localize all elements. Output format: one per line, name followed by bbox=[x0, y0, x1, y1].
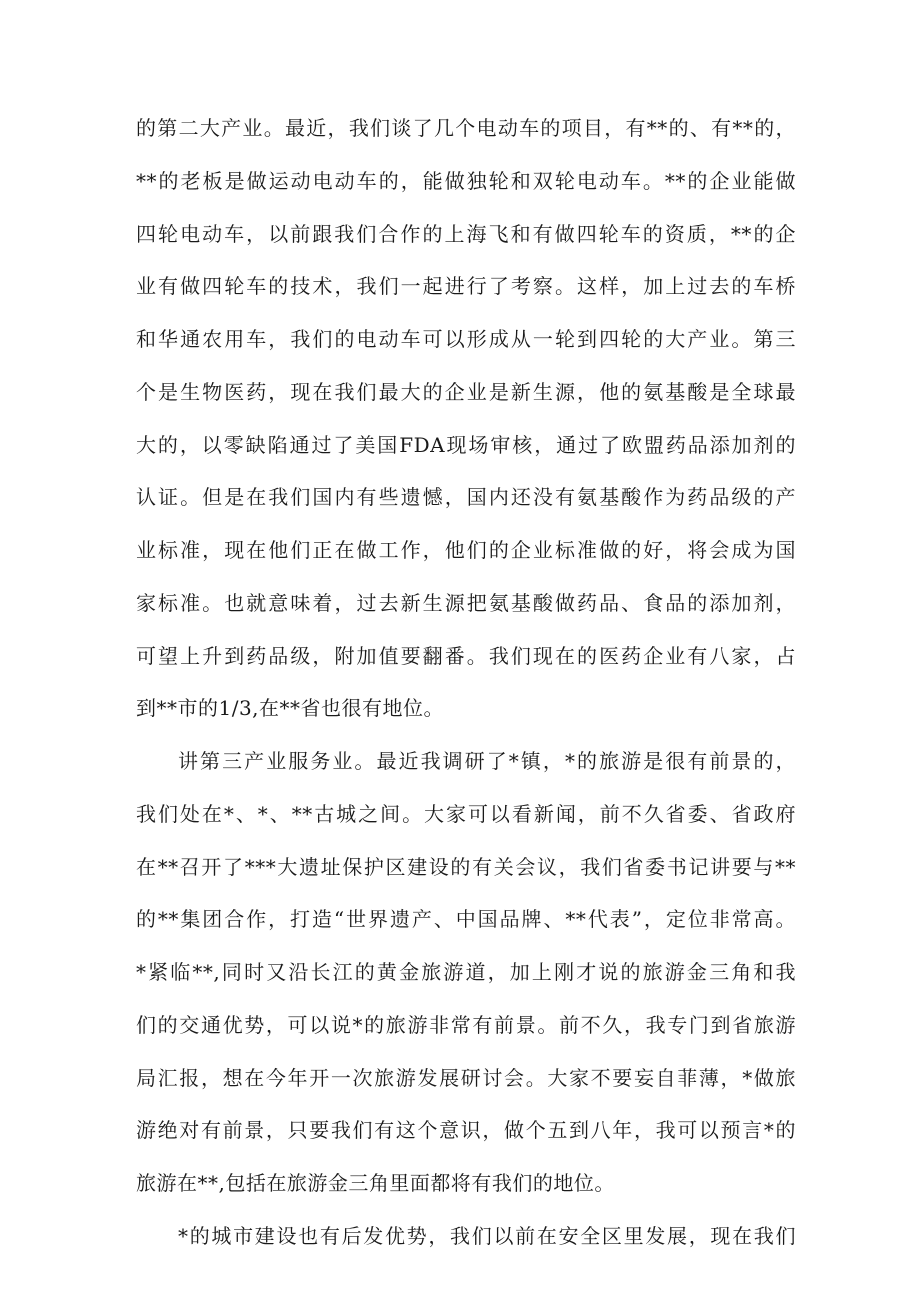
paragraph-3-line-1: *的城市建设也有后发优势，我们以前在安全区里发展，现在我们 bbox=[178, 1224, 796, 1248]
paragraph-1-line-10: 家标准。也就意味着，过去新生源把氨基酸做药品、食品的添加剂， bbox=[136, 591, 796, 615]
paragraph-1-line-7: 大的，以零缺陷通过了美国FDA现场审核，通过了欧盟药品添加剂的 bbox=[136, 433, 796, 457]
paragraph-1-line-2: **的老板是做运动电动车的，能做独轮和双轮电动车。**的企业能做 bbox=[136, 169, 796, 193]
paragraph-2-line-4: 的**集团合作，打造“世界遗产、中国品牌、**代表”，定位非常高。 bbox=[136, 907, 796, 931]
paragraph-2-line-7: 局汇报，想在今年开一次旅游发展研讨会。大家不要妄自菲薄，*做旅 bbox=[136, 1066, 796, 1090]
paragraph-1-line-6: 个是生物医药，现在我们最大的企业是新生源，他的氨基酸是全球最 bbox=[136, 380, 796, 404]
paragraph-1-line-5: 和华通农用车，我们的电动车可以形成从一轮到四轮的大产业。第三 bbox=[136, 327, 796, 351]
paragraph-1-line-9: 业标准，现在他们正在做工作，他们的企业标准做的好，将会成为国 bbox=[136, 538, 796, 562]
paragraph-1-line-8: 认证。但是在我们国内有些遗憾，国内还没有氨基酸作为药品级的产 bbox=[136, 485, 796, 509]
paragraph-2-line-1: 讲第三产业服务业。最近我调研了*镇，*的旅游是很有前景的， bbox=[178, 749, 796, 773]
paragraph-2-line-8: 游绝对有前景，只要我们有这个意识，做个五到八年，我可以预言*的 bbox=[136, 1118, 796, 1142]
paragraph-2-line-2: 我们处在*、*、**古城之间。大家可以看新闻，前不久省委、省政府 bbox=[136, 802, 796, 826]
paragraph-1-line-3: 四轮电动车，以前跟我们合作的上海飞和有做四轮车的资质，**的企 bbox=[136, 222, 796, 246]
paragraph-1-line-1: 的第二大产业。最近，我们谈了几个电动车的项目，有**的、有**的， bbox=[136, 116, 796, 140]
paragraph-2-line-5: *紧临**,同时又沿长江的黄金旅游道，加上刚才说的旅游金三角和我 bbox=[136, 960, 796, 984]
paragraph-1-line-11: 可望上升到药品级，附加值要翻番。我们现在的医药企业有八家，占 bbox=[136, 644, 796, 668]
paragraph-1-line-4: 业有做四轮车的技术，我们一起进行了考察。这样，加上过去的车桥 bbox=[136, 274, 796, 298]
paragraph-1-line-12: 到**市的1/3,在**省也很有地位。 bbox=[136, 696, 445, 720]
paragraph-2-line-6: 们的交通优势，可以说*的旅游非常有前景。前不久，我专门到省旅游 bbox=[136, 1013, 796, 1037]
paragraph-2-line-3: 在**召开了***大遗址保护区建设的有关会议，我们省委书记讲要与** bbox=[136, 855, 796, 879]
paragraph-2-line-9: 旅游在**,包括在旅游金三角里面都将有我们的地位。 bbox=[136, 1171, 615, 1195]
